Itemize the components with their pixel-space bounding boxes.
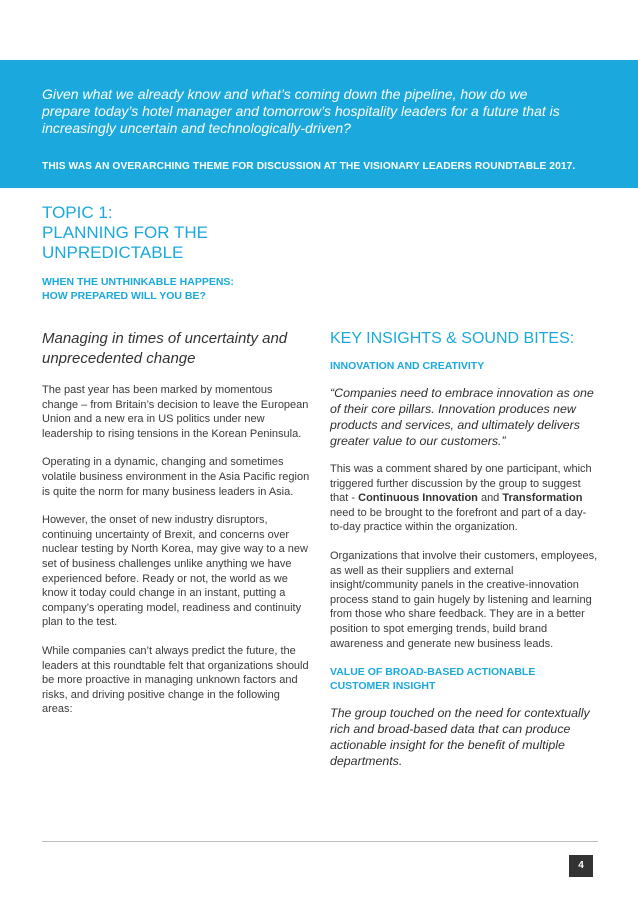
bold-term: Continuous Innovation bbox=[358, 492, 478, 505]
topic-subtitle-line: HOW PREPARED WILL YOU BE? bbox=[42, 290, 206, 302]
topic-title-line: UNPREDICTABLE bbox=[42, 243, 184, 262]
text-span: This was a comment shared by one participant, which triggered further discussion by the group to suggest that - bbox=[330, 463, 592, 505]
body-paragraph bbox=[330, 462, 598, 535]
text-span: and bbox=[477, 492, 503, 505]
left-column bbox=[42, 329, 310, 731]
right-column bbox=[330, 329, 598, 782]
insight-quote: “Companies need to embrace innovation as one of their core pillars. Innovation produces new products and services, and ultimately delivers greater value to our customers.” bbox=[330, 386, 594, 448]
insight-quote: The group touched on the need for contextually rich and broad-based data that can produce actionable insight for the benefit of multiple departments. bbox=[330, 706, 590, 769]
banner-theme: THIS WAS AN OVERARCHING THEME FOR DISCUSSION AT THE VISIONARY LEADERS ROUNDTABLE 2017. bbox=[42, 161, 576, 172]
body-paragraph: Operating in a dynamic, changing and sometimes volatile business environment in the Asia Pacific region is quite the norm for many business leaders in Asia. bbox=[42, 456, 310, 498]
key-insights-heading: KEY INSIGHTS & SOUND BITES: bbox=[330, 330, 575, 347]
section-heading: Managing in times of uncertainty and unprecedented change bbox=[42, 330, 288, 367]
bold-term: Transformation bbox=[502, 492, 583, 505]
insight-subheading: INNOVATION AND CREATIVITY bbox=[330, 360, 485, 372]
topic-title bbox=[42, 203, 208, 263]
page-number: 4 bbox=[569, 855, 593, 877]
header-banner bbox=[0, 60, 638, 188]
topic-title-line: PLANNING FOR THE bbox=[42, 223, 208, 242]
body-paragraph: However, the onset of new industry disruptors, continuing uncertainty of Brexit, and concerns over nuclear testing by North Korea, may give way to a new set of business challenges unlike anything we have experienced before. Ready or not, the world as we know it today could change in an instant, putting a company’s operating model, readiness and continuity plan to the test. bbox=[42, 514, 308, 629]
topic-subtitle-line: WHEN THE UNTHINKABLE HAPPENS: bbox=[42, 276, 234, 288]
body-paragraph: The past year has been marked by momentous change – from Britain’s decision to leave the European Union and a new era in US politics under new leadership to rising tensions in the Korean Peninsula. bbox=[42, 384, 309, 440]
insight-subheading: VALUE OF BROAD-BASED ACTIONABLE CUSTOMER INSIGHT bbox=[330, 666, 536, 693]
body-paragraph: Organizations that involve their customers, employees, as well as their suppliers and external insight/community panels in the creative-innovation process stand to gain hugely by listening and learning from those who share feedback. They are in a better position to spot emerging trends, build brand awareness and generate new business leads. bbox=[330, 549, 598, 650]
footer-divider bbox=[42, 841, 598, 842]
topic-subtitle bbox=[42, 275, 234, 303]
banner-quote: Given what we already know and what’s coming down the pipeline, how do we prepare today’s hotel manager and tomorrow’s hospitality leaders for a future that is increasingly uncertain and technologically-driven? bbox=[42, 86, 560, 136]
text-span: need to be brought to the forefront and part of a day-to-day practice within the organization. bbox=[330, 506, 587, 534]
body-paragraph: While companies can’t always predict the future, the leaders at this roundtable felt that organizations should be more proactive in managing unknown factors and risks, and driving positive change in the following areas: bbox=[42, 644, 309, 716]
topic-title-line: TOPIC 1: bbox=[42, 203, 113, 222]
